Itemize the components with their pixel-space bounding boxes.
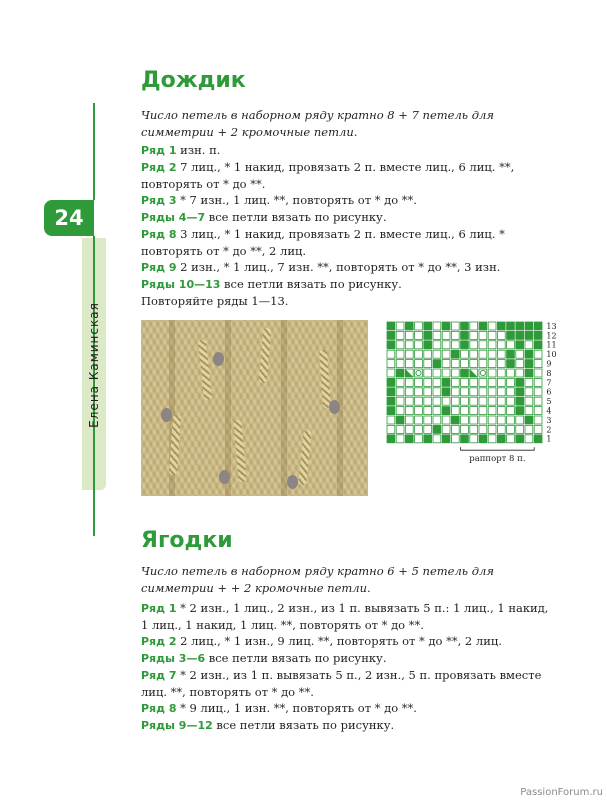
section-title-dozhdik: Дождик — [141, 68, 246, 93]
chart-cell — [488, 397, 496, 405]
instruction-row: Ряд 3 * 7 изн., 1 лиц. **, повторять от * до **. — [141, 193, 417, 207]
instruction-row: Ряд 7 * 2 изн., из 1 п. вывязать 5 п., 2 изн., 5 п. провязать вместе лиц. **, повторять от * до **. — [141, 668, 542, 699]
instruction-row: Ряды 3—6 все петли вязать по рисунку. — [141, 651, 387, 665]
repeat-bracket — [461, 447, 535, 450]
chart-cell — [396, 331, 404, 339]
chart-cell — [424, 397, 432, 405]
chart-cell — [396, 341, 404, 349]
chart-cell — [497, 416, 505, 424]
chart-cell — [525, 397, 533, 405]
chart-cell — [451, 369, 459, 377]
chart-cell — [405, 407, 413, 415]
chart-cell — [424, 407, 432, 415]
chart-cell — [433, 331, 441, 339]
chart-cell — [534, 416, 542, 424]
chart-cell — [405, 435, 413, 443]
chart-cell — [497, 388, 505, 396]
chart-cell — [396, 397, 404, 405]
chart-cell — [534, 350, 542, 358]
chart-row-number: 12 — [546, 331, 557, 341]
chart-cell — [497, 425, 505, 433]
chart-cell — [387, 341, 395, 349]
instruction-row: Ряд 9 2 изн., * 1 лиц., 7 изн. **, повторять от * до **, 3 изн. — [141, 260, 501, 274]
chart-cell — [516, 388, 524, 396]
chart-cell — [470, 322, 478, 330]
chart-row-number: 13 — [546, 321, 557, 331]
chart-cell — [470, 425, 478, 433]
knitting-chart — [385, 320, 565, 465]
chart-cell — [433, 378, 441, 386]
chart-cell — [470, 397, 478, 405]
chart-cell — [442, 350, 450, 358]
instruction-row: Ряд 1 * 2 изн., 1 лиц., 2 изн., из 1 п. вывязать 5 п.: 1 лиц., 1 накид, 1 лиц., 1 накид, 1 лиц. **, повторять от * до **. — [141, 601, 549, 632]
chart-cell — [461, 388, 469, 396]
chart-cell — [488, 407, 496, 415]
page-number: 24 — [44, 200, 94, 236]
chart-cell — [525, 416, 533, 424]
chart-cell — [415, 341, 423, 349]
chart-cell — [424, 416, 432, 424]
chart-row-number: 2 — [546, 425, 552, 435]
chart-cell — [461, 435, 469, 443]
chart-cell — [516, 331, 524, 339]
chart-cell — [507, 369, 515, 377]
chart-cell — [470, 341, 478, 349]
chart-cell — [461, 322, 469, 330]
chart-cell — [451, 378, 459, 386]
chart-cell — [433, 435, 441, 443]
chart-row-number: 5 — [546, 397, 552, 407]
chart-cell — [507, 378, 515, 386]
chart-cell — [433, 322, 441, 330]
chart-cell — [516, 341, 524, 349]
chart-cell — [479, 397, 487, 405]
chart-cell — [461, 341, 469, 349]
chart-cell — [442, 397, 450, 405]
chart-cell — [461, 416, 469, 424]
chart-cell — [488, 322, 496, 330]
chart-grid — [385, 320, 565, 465]
chart-cell — [424, 388, 432, 396]
chart-cell — [497, 369, 505, 377]
chart-cell — [534, 388, 542, 396]
chart-cell — [415, 360, 423, 368]
chart-cell — [396, 435, 404, 443]
chart-row-number: 6 — [546, 387, 552, 397]
section1-rows — [141, 142, 559, 310]
chart-cell — [525, 331, 533, 339]
chart-cell — [405, 350, 413, 358]
chart-cell — [534, 397, 542, 405]
chart-cell — [451, 341, 459, 349]
knitting-sample-photo — [141, 320, 368, 496]
chart-cell — [488, 388, 496, 396]
chart-cell — [451, 388, 459, 396]
chart-cell — [424, 341, 432, 349]
chart-cell — [405, 331, 413, 339]
chart-cell — [516, 322, 524, 330]
chart-cell — [507, 407, 515, 415]
chart-cell — [516, 435, 524, 443]
chart-cell — [516, 369, 524, 377]
chart-cell — [479, 350, 487, 358]
chart-cell — [479, 378, 487, 386]
chart-cell — [433, 397, 441, 405]
chart-cell — [461, 397, 469, 405]
chart-cell — [433, 388, 441, 396]
chart-cell — [442, 388, 450, 396]
chart-cell — [534, 360, 542, 368]
chart-cell — [433, 369, 441, 377]
chart-cell — [424, 378, 432, 386]
chart-row-number: 9 — [546, 359, 552, 369]
chart-cell — [470, 407, 478, 415]
author-name: Елена Каминская — [87, 302, 101, 428]
chart-cell — [507, 322, 515, 330]
chart-cell — [488, 369, 496, 377]
chart-cell — [525, 378, 533, 386]
chart-cell — [525, 341, 533, 349]
chart-cell — [424, 331, 432, 339]
chart-cell — [405, 416, 413, 424]
section-title-yagodki: Ягодки — [141, 528, 233, 553]
chart-cell — [415, 378, 423, 386]
chart-cell — [479, 388, 487, 396]
chart-cell — [442, 378, 450, 386]
chart-cell — [433, 416, 441, 424]
chart-cell — [424, 322, 432, 330]
chart-cell — [433, 341, 441, 349]
chart-cell — [479, 435, 487, 443]
chart-cell — [488, 435, 496, 443]
chart-cell — [442, 425, 450, 433]
chart-cell — [396, 378, 404, 386]
chart-cell — [525, 322, 533, 330]
chart-cell — [387, 388, 395, 396]
chart-cell — [479, 341, 487, 349]
chart-cell — [387, 369, 395, 377]
chart-cell — [479, 360, 487, 368]
chart-cell — [405, 322, 413, 330]
chart-cell — [479, 425, 487, 433]
chart-cell — [451, 322, 459, 330]
instruction-row: Ряд 8 * 9 лиц., 1 изн. **, повторять от * до **. — [141, 701, 417, 715]
chart-cell — [433, 407, 441, 415]
chart-cell — [534, 425, 542, 433]
chart-cell — [479, 407, 487, 415]
instruction-row: Ряд 1 изн. п. — [141, 143, 221, 157]
chart-cell — [405, 360, 413, 368]
chart-row-number: 3 — [546, 415, 552, 425]
chart-cell — [396, 416, 404, 424]
chart-cell — [488, 341, 496, 349]
chart-cell — [396, 369, 404, 377]
chart-row-number: 4 — [546, 406, 552, 416]
chart-cell — [387, 378, 395, 386]
chart-cell — [497, 341, 505, 349]
chart-cell — [516, 425, 524, 433]
chart-row-number: 1 — [546, 434, 552, 444]
chart-cell — [488, 350, 496, 358]
chart-cell — [433, 350, 441, 358]
chart-cell — [479, 322, 487, 330]
chart-cell — [525, 360, 533, 368]
chart-cell — [451, 425, 459, 433]
chart-row-number: 11 — [546, 340, 557, 350]
chart-cell — [405, 388, 413, 396]
instruction-row: Ряд 8 3 лиц., * 1 накид, провязать 2 п. вместе лиц., 6 лиц. * повторять от * до **, 2 лиц. — [141, 227, 505, 258]
chart-cell — [387, 397, 395, 405]
chart-cell — [415, 397, 423, 405]
chart-cell — [451, 435, 459, 443]
chart-cell — [405, 378, 413, 386]
chart-cell — [396, 388, 404, 396]
chart-cell — [424, 350, 432, 358]
chart-cell — [442, 407, 450, 415]
chart-cell — [479, 331, 487, 339]
chart-cell — [405, 397, 413, 405]
chart-cell — [442, 341, 450, 349]
instruction-row: Ряд 2 2 лиц., * 1 изн., 9 лиц. **, повторять от * до **, 2 лиц. — [141, 634, 502, 648]
chart-cell — [497, 397, 505, 405]
chart-cell — [507, 416, 515, 424]
chart-cell — [442, 331, 450, 339]
chart-cell — [516, 416, 524, 424]
chart-cell — [451, 360, 459, 368]
chart-cell — [516, 397, 524, 405]
chart-cell — [525, 407, 533, 415]
section2-rows — [141, 600, 559, 734]
chart-cell — [451, 331, 459, 339]
chart-cell — [387, 360, 395, 368]
instruction-row: Ряд 2 7 лиц., * 1 накид, провязать 2 п. вместе лиц., 6 лиц. **, повторять от * до **. — [141, 160, 515, 191]
instruction-row: Повторяйте ряды 1—13. — [141, 294, 289, 308]
chart-cell — [396, 407, 404, 415]
chart-cell — [415, 435, 423, 443]
chart-cell — [461, 331, 469, 339]
chart-cell — [405, 425, 413, 433]
chart-cell — [470, 378, 478, 386]
chart-cell — [525, 435, 533, 443]
chart-cell — [442, 416, 450, 424]
chart-cell — [534, 322, 542, 330]
instruction-row: Ряды 9—12 все петли вязать по рисунку. — [141, 718, 395, 732]
chart-cell — [507, 425, 515, 433]
section2-intro: Число петель в наборном ряду кратно 6 + 5 петель для симметрии + + 2 кромочные петли. — [141, 564, 494, 595]
chart-cell — [442, 369, 450, 377]
chart-cell — [405, 341, 413, 349]
chart-cell — [470, 388, 478, 396]
chart-cell — [488, 416, 496, 424]
chart-cell — [497, 407, 505, 415]
repeat-label: раппорт 8 п. — [469, 454, 526, 465]
chart-cell — [387, 416, 395, 424]
chart-cell — [396, 322, 404, 330]
chart-cell — [451, 350, 459, 358]
chart-cell — [461, 360, 469, 368]
chart-cell — [534, 407, 542, 415]
chart-cell — [525, 350, 533, 358]
chart-cell — [451, 407, 459, 415]
chart-cell — [461, 407, 469, 415]
chart-cell — [424, 360, 432, 368]
chart-cell — [534, 378, 542, 386]
chart-cell — [387, 407, 395, 415]
chart-cell — [516, 360, 524, 368]
chart-cell — [451, 397, 459, 405]
chart-cell — [461, 425, 469, 433]
chart-cell — [534, 369, 542, 377]
footer-watermark: PassionForum.ru — [520, 787, 603, 798]
chart-cell — [516, 350, 524, 358]
chart-cell — [525, 369, 533, 377]
chart-cell — [415, 425, 423, 433]
chart-cell — [497, 360, 505, 368]
chart-cell — [507, 341, 515, 349]
chart-row-number: 10 — [546, 350, 557, 360]
chart-cell — [497, 435, 505, 443]
chart-row-number: 7 — [546, 378, 552, 388]
instruction-row: Ряды 10—13 все петли вязать по рисунку. — [141, 277, 402, 291]
chart-cell — [387, 350, 395, 358]
chart-cell — [534, 435, 542, 443]
chart-cell — [507, 435, 515, 443]
chart-cell — [497, 331, 505, 339]
chart-cell — [396, 350, 404, 358]
chart-cell — [525, 425, 533, 433]
chart-cell — [516, 407, 524, 415]
chart-cell — [415, 407, 423, 415]
chart-cell — [497, 378, 505, 386]
chart-cell — [488, 378, 496, 386]
chart-cell — [415, 322, 423, 330]
chart-cell — [387, 435, 395, 443]
chart-cell — [470, 350, 478, 358]
chart-cell — [451, 416, 459, 424]
chart-cell — [433, 360, 441, 368]
chart-cell — [387, 322, 395, 330]
chart-cell — [488, 331, 496, 339]
chart-cell — [396, 360, 404, 368]
chart-cell — [488, 425, 496, 433]
chart-cell — [433, 425, 441, 433]
chart-cell — [424, 425, 432, 433]
chart-cell — [415, 388, 423, 396]
chart-cell — [470, 416, 478, 424]
chart-cell — [396, 425, 404, 433]
chart-cell — [442, 360, 450, 368]
chart-cell — [461, 350, 469, 358]
chart-cell — [470, 435, 478, 443]
chart-cell — [442, 322, 450, 330]
chart-cell — [415, 350, 423, 358]
chart-cell — [507, 350, 515, 358]
side-rule-top — [93, 103, 95, 200]
chart-cell — [387, 425, 395, 433]
chart-cell — [415, 331, 423, 339]
chart-cell — [507, 331, 515, 339]
chart-cell — [488, 360, 496, 368]
chart-cell — [497, 322, 505, 330]
chart-cell — [534, 331, 542, 339]
instruction-row: Ряды 4—7 все петли вязать по рисунку. — [141, 210, 387, 224]
chart-cell — [507, 360, 515, 368]
chart-cell — [470, 360, 478, 368]
chart-cell — [525, 388, 533, 396]
chart-cell — [424, 369, 432, 377]
chart-row-number: 8 — [546, 368, 552, 378]
chart-cell — [424, 435, 432, 443]
chart-cell — [507, 397, 515, 405]
section1-intro: Число петель в наборном ряду кратно 8 + 7 петель для симметрии + 2 кромочные петли. — [141, 108, 494, 139]
chart-cell — [442, 435, 450, 443]
chart-cell — [387, 331, 395, 339]
chart-cell — [497, 350, 505, 358]
chart-cell — [507, 388, 515, 396]
chart-cell — [461, 369, 469, 377]
chart-cell — [534, 341, 542, 349]
chart-cell — [516, 378, 524, 386]
chart-cell — [415, 416, 423, 424]
chart-cell — [461, 378, 469, 386]
chart-cell — [479, 416, 487, 424]
chart-cell — [470, 331, 478, 339]
